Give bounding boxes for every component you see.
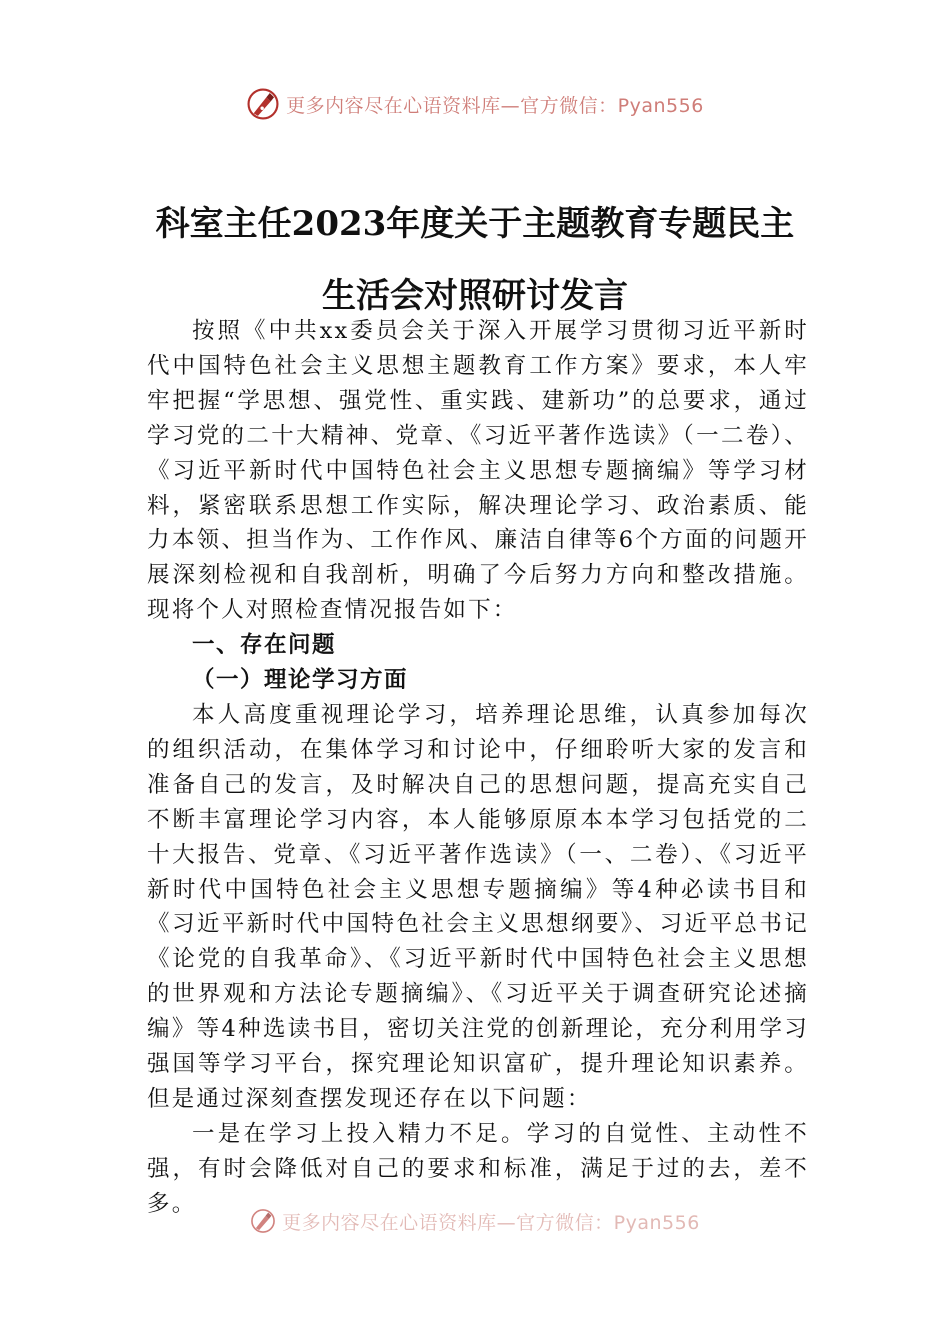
document-body	[147, 314, 809, 1222]
document-title	[120, 188, 830, 332]
footer-watermark	[0, 1208, 950, 1234]
intro-paragraph: 按照《中共xx委员会关于深入开展学习贯彻习近平新时代中国特色社会主义思想主题教育工作方案》要求，本人牢牢把握“学思想、强党性、重实践、建新功”的总要求，通过学习党的二十大精神、党章、《习近平著作选读》（一二卷）、《习近平新时代中国特色社会主义思想专题摘编》等学习材料，紧密联系思想工作实际，解决理论学习、政治素质、能力本领、担当作为、工作作风、廉洁自律等6个方面的问题开展深刻检视和自我剖析，明确了今后努力方向和整改措施。现将个人对照检查情况报告如下：	[147, 318, 809, 624]
title-line-2: 生活会对照研讨发言	[322, 276, 628, 316]
subsection-heading: （一）理论学习方面	[192, 667, 409, 694]
watermark-text: 更多内容尽在心语资料库—官方微信：Pyan556	[282, 1211, 700, 1234]
body-paragraph: 本人高度重视理论学习，培养理论思维，认真参加每次的组织活动，在集体学习和讨论中，仔细聆听大家的发言和准备自己的发言，及时解决自己的思想问题，提高充实自己不断丰富理论学习内容，本人能够原原本本学习包括党的二十大报告、党章、《习近平著作选读》（一、二卷）、《习近平新时代中国特色社会主义思想专题摘编》等4种必读书目和《习近平新时代中国特色社会主义思想纲要》、习近平总书记《论党的自我革命》、《习近平新时代中国特色社会主义思想的世界观和方法论专题摘编》、《习近平关于调查研究论述摘编》等4种选读书目，密切关注党的创新理论，充分利用学习强国等学习平台，探究理论知识富矿，提升理论知识素养。但是通过深刻查摆发现还存在以下问题：	[147, 701, 809, 1112]
pen-nib-icon	[250, 1208, 276, 1234]
section-heading: 一、存在问题	[192, 632, 337, 659]
pen-nib-icon	[246, 87, 280, 121]
title-line-1: 科室主任2023年度关于主题教育专题民主	[155, 204, 795, 244]
body-paragraph: 一是在学习上投入精力不足。学习的自觉性、主动性不强，有时会降低对自己的要求和标准，满足于过的去，差不多。	[147, 1120, 809, 1217]
header-watermark	[0, 86, 950, 122]
watermark-text: 更多内容尽在心语资料库—官方微信：Pyan556	[286, 94, 704, 117]
